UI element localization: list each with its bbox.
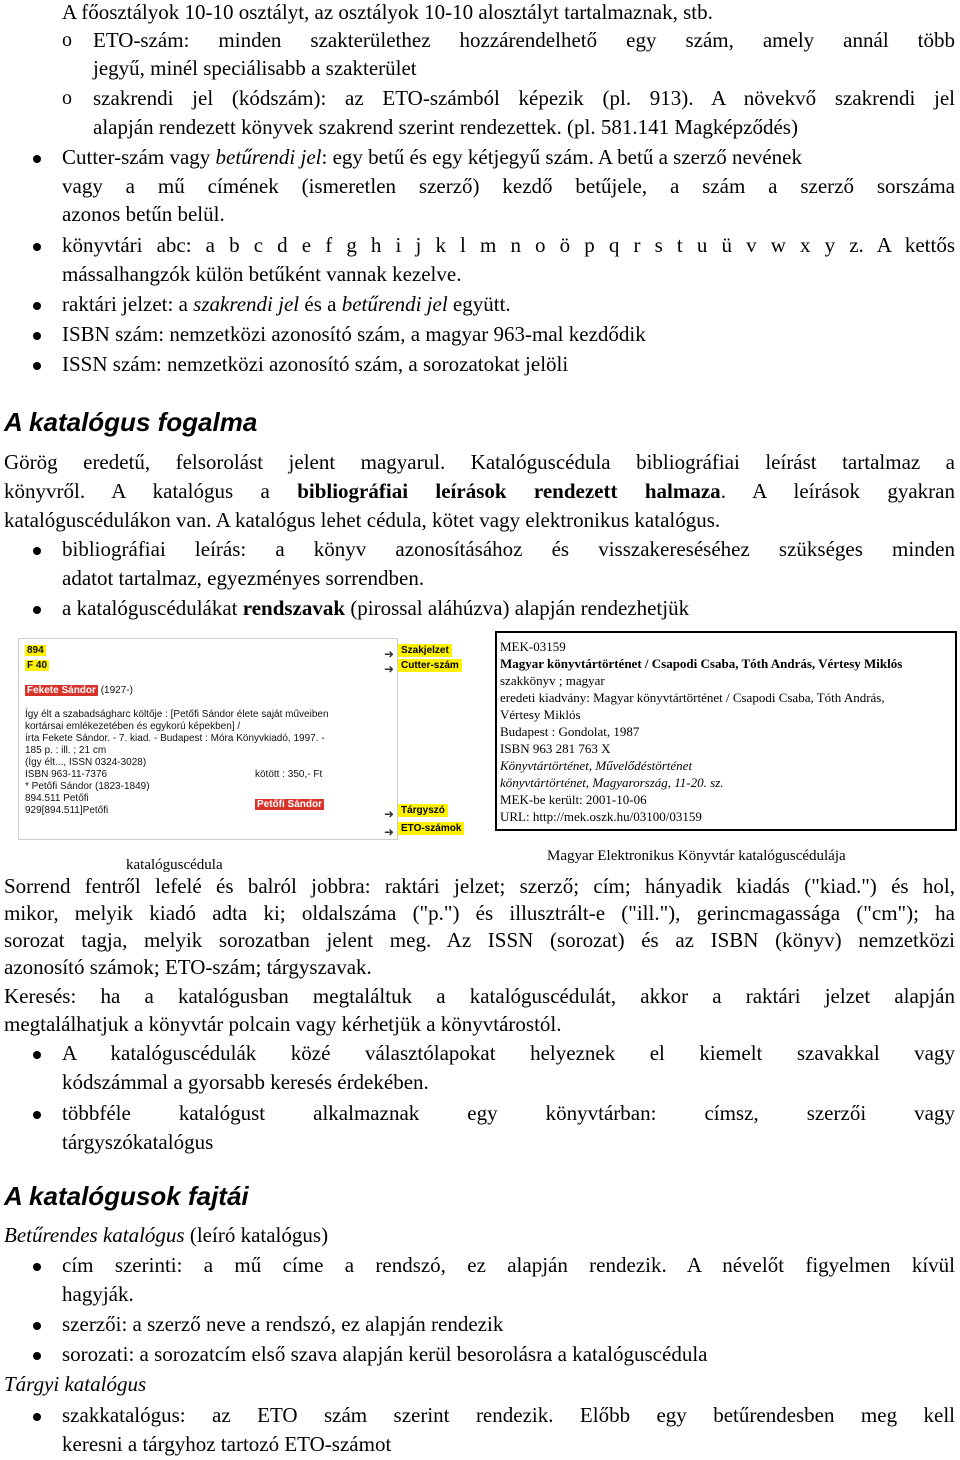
label-cutter: Cutter-szám — [398, 659, 462, 672]
bullet-dot — [33, 332, 41, 340]
bullet-dot — [33, 1263, 41, 1271]
card-line: kortársai emlékezetében és egykorú képekben] / — [25, 721, 241, 732]
card-line: ISBN 963-11-7376 — [25, 769, 108, 780]
card-line: 894.511 Petőfi — [25, 793, 89, 804]
bullet-dot — [33, 1322, 41, 1330]
section-heading: A katalógus fogalma — [4, 407, 258, 437]
paragraph-line: sorozat tagja, melyik sorozatban jelent meg. Az ISSN (sorozat) és az ISBN (könyv) nemzetközi — [4, 928, 955, 952]
label-targyszo: Tárgyszó — [398, 804, 448, 817]
catalog-card — [18, 638, 398, 840]
cutter-line-2: vagy a mű címének (ismeretlen szerző) kezdő betűjele, a szám a szerző sorszáma — [62, 174, 955, 198]
bullet-dot — [33, 1413, 41, 1421]
paragraph-line: azonosító számok; ETO-szám; tárgyszavak. — [4, 955, 372, 979]
bullet-dot — [33, 243, 41, 251]
label-szakjelzet: Szakjelzet — [398, 644, 452, 657]
subheading: Tárgyi katalógus — [4, 1372, 147, 1396]
paragraph-line: Görög eredetű, felsorolást jelent magyarul. Katalóguscédula bibliográfiai leírást tartalmaz a — [4, 450, 955, 474]
szakrendi-line-2: alapján rendezett könyvek szakrend szerint rendezettek. (pl. 581.141 Magképződés) — [93, 115, 798, 139]
card-line: (Így élt..., ISSN 0324-3028) — [25, 757, 147, 768]
issn-line: ISSN szám: nemzetközi azonosító szám, a sorozatokat jelöli — [62, 352, 569, 376]
paragraph-line: könyvről. A katalógus a bibliográfiai leírások rendezett halmaza. A leírások gyakran — [4, 479, 955, 503]
biblio-line-2: adatot tartalmaz, egyezményes sorrendben. — [62, 566, 425, 590]
bullet-dot — [33, 1111, 41, 1119]
bullet-line: hagyják. — [62, 1282, 134, 1306]
cutter-line-3: azonos betűn belül. — [62, 202, 225, 226]
bullet-line: A katalóguscédulák közé választólapokat helyeznek el kiemelt szavakkal vagy — [62, 1041, 955, 1065]
bullet-line: tárgyszókatalógus — [62, 1130, 214, 1154]
o-bullet: o — [62, 29, 72, 51]
card-line: 185 p. : ill. ; 21 cm — [25, 745, 107, 756]
bullet-dot — [33, 155, 41, 163]
abc-line-1: könyvtári abc: a b c d e f g h i j k l m n o ö p q r s t u ü v w x y z. A kettős — [62, 233, 955, 257]
card-code-2: F 40 — [27, 660, 48, 671]
bullet-dot — [33, 1051, 41, 1059]
mek-topic: könyvtártörténet, Magyarország, 11-20. sz. — [500, 775, 724, 790]
mek-caption: Magyar Elektronikus Könyvtár katalóguscédulája — [547, 848, 846, 864]
card-subject-box: Petőfi Sándor — [257, 799, 323, 810]
card-caption: katalóguscédula — [126, 857, 223, 873]
bullet-dot — [33, 362, 41, 370]
mek-title: Magyar könyvtártörténet / Csapodi Csaba, Tóth András, Vértesy Miklós — [500, 656, 903, 671]
raktari-line: raktári jelzet: a szakrendi jel és a betűrendi jel együtt. — [62, 292, 511, 316]
bullet-dot — [33, 302, 41, 310]
rendszavak-line: a katalóguscédulákat rendszavak (pirossal aláhúzva) alapján rendezhetjük — [62, 596, 690, 620]
mek-added: MEK-be került: 2001-10-06 — [500, 792, 647, 807]
card-price: kötött : 350,- Ft — [255, 769, 323, 780]
card-line: 929[894.511]Petőfi — [25, 805, 109, 816]
bullet-dot — [33, 1352, 41, 1360]
eto-line-2: jegyű, minél speciálisabb a szakterület — [93, 56, 417, 80]
mek-url: URL: http://mek.oszk.hu/03100/03159 — [500, 809, 702, 824]
subheading: Betűrendes katalógus (leíró katalógus) — [4, 1223, 329, 1247]
mek-catalog-card — [495, 631, 957, 831]
eto-line-1: ETO-szám: minden szakterülethez hozzárendelhető egy szám, amely annál több — [93, 28, 955, 52]
arrow-icon: ➜ — [384, 825, 395, 839]
bullet-line: szerzői: a szerző neve a rendszó, ez alapján rendezik — [62, 1312, 504, 1336]
bullet-dot — [33, 547, 41, 555]
mek-type: szakkönyv ; magyar — [500, 673, 605, 688]
arrow-icon: ➜ — [384, 807, 395, 821]
bullet-line: cím szerinti: a mű címe a rendszó, ez alapján rendezik. A névelőt figyelmen kívül — [62, 1253, 955, 1277]
mek-pub: Budapest : Gondolat, 1987 — [500, 724, 640, 739]
catalog-card-image — [4, 628, 486, 850]
bullet-line: többféle katalógust alkalmaznak egy könyvtárban: címsz, szerzői vagy — [62, 1101, 955, 1125]
bullet-dot — [33, 606, 41, 614]
szakrendi-line-1: szakrendi jel (kódszám): az ETO-számból képezik (pl. 913). A növekvő szakrendi jel — [93, 86, 955, 110]
intro-line: A főosztályok 10-10 osztályt, az osztályok 10-10 alosztályt tartalmaznak, stb. — [62, 0, 713, 24]
label-eto: ETO-számok — [398, 822, 464, 835]
card-line: * Petőfi Sándor (1823-1849) — [25, 781, 150, 792]
arrow-icon: ➜ — [384, 647, 395, 661]
paragraph-line: katalóguscédulákon van. A katalógus lehet cédula, kötet vagy elektronikus katalógus. — [4, 508, 721, 532]
o-bullet: o — [62, 87, 72, 109]
arrow-icon: ➜ — [384, 662, 395, 676]
card-title-line: Így élt a szabadságharc költője : [Petőfi Sándor élete saját műveiben — [25, 709, 329, 720]
paragraph-line: Keresés: ha a katalógusban megtaláltuk a katalóguscédulát, akkor a raktári jelzet alapján — [4, 984, 955, 1008]
mek-id: MEK-03159 — [500, 639, 566, 654]
abc-line-2: mássalhangzók külön betűként vannak kezelve. — [62, 262, 462, 286]
bullet-line: keresni a tárgyhoz tartozó ETO-számot — [62, 1432, 392, 1456]
paragraph-line: Sorrend fentről lefelé és balról jobbra: raktári jelzet; szerző; cím; hányadik kiadás ("kiad.") és hol, — [4, 874, 955, 898]
bullet-line: sorozati: a sorozatcím első szava alapján kerül besorolásra a katalóguscédula — [62, 1342, 708, 1366]
card-author: Fekete Sándor — [27, 685, 96, 696]
mek-orig: eredeti kiadvány: Magyar könyvtártörténet / Csapodi Csaba, Tóth András, — [500, 690, 885, 705]
paragraph-line: mikor, melyik kiadó adta ki; oldalszáma ("p.") és illusztrált-e ("ill."), gerincmagassága ("cm"); ha — [4, 901, 955, 925]
paragraph-line: megtalálhatjuk a könyvtár polcain vagy kérhetjük a könyvtárostól. — [4, 1012, 562, 1036]
mek-orig: Vértesy Miklós — [500, 707, 581, 722]
biblio-line-1: bibliográfiai leírás: a könyv azonosításához és visszakereséséhez szükséges minden — [62, 537, 955, 561]
bullet-line: kódszámmal a gyorsabb keresés érdekében. — [62, 1070, 429, 1094]
bullet-line: szakkatalógus: az ETO szám szerint rendezik. Előbb egy betűrendesben meg kell — [62, 1403, 955, 1427]
card-code-1: 894 — [27, 645, 44, 656]
section-heading: A katalógusok fajtái — [4, 1181, 249, 1211]
cutter-line-1: Cutter-szám vagy betűrendi jel: egy betű és egy kétjegyű szám. A betű a szerző nevének — [62, 145, 802, 169]
card-years: (1927-) — [100, 685, 133, 696]
mek-topic: Könyvtártörténet, Művelődéstörténet — [500, 758, 693, 773]
isbn-line: ISBN szám: nemzetközi azonosító szám, a magyar 963-mal kezdődik — [62, 322, 646, 346]
mek-isbn: ISBN 963 281 763 X — [500, 741, 611, 756]
card-line: írta Fekete Sándor. - 7. kiad. - Budapest : Móra Könyvkiadó, 1997. - — [25, 733, 325, 744]
